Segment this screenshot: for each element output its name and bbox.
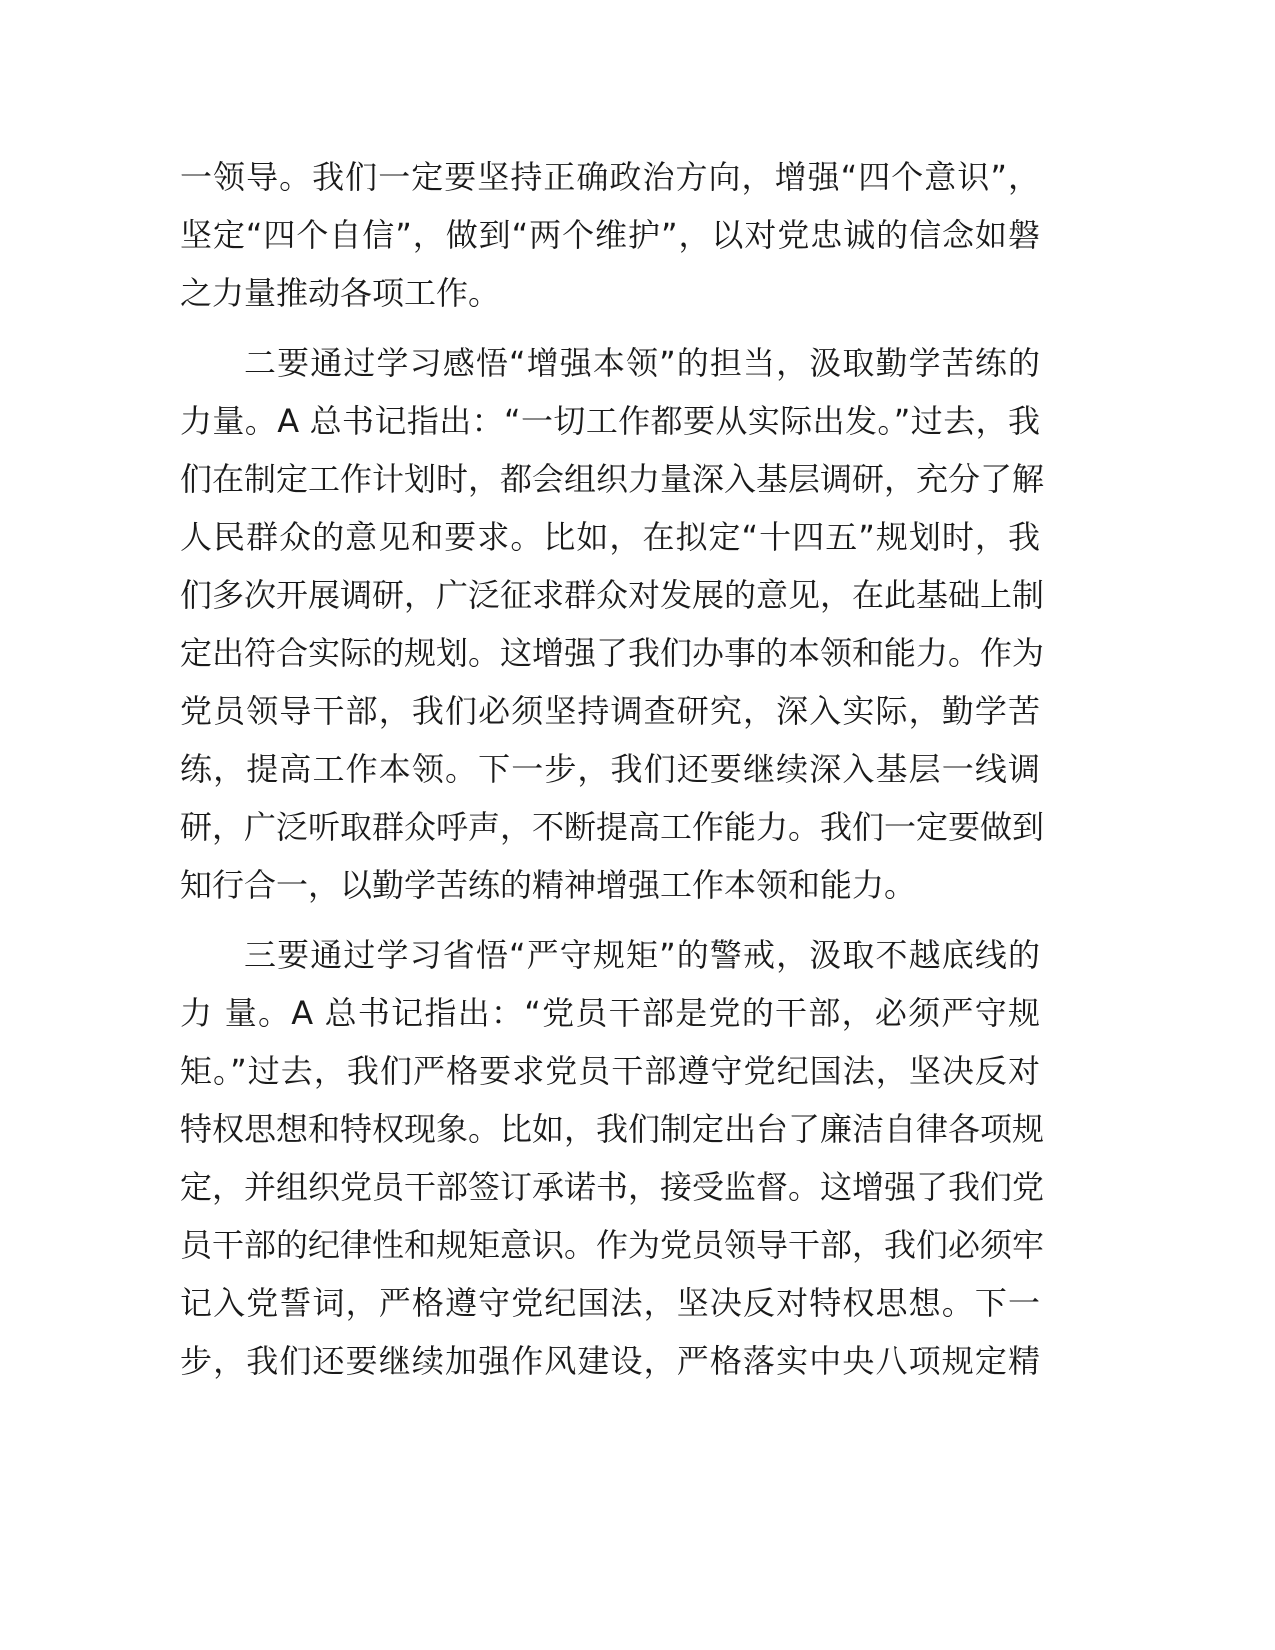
text-line: 知行合一，以勤学苦练的精神增强工作本领和能力。 <box>180 866 917 904</box>
text-line: 二要通过学习感悟“增强本领”的担当，汲取勤学苦练的 <box>244 344 1040 382</box>
text-line: 员干部的纪律性和规矩意识。作为党员领导干部，我们必须牢 <box>180 1226 1045 1264</box>
text-line: 练，提高工作本领。下一步，我们还要继续深入基层一线调 <box>180 750 1040 788</box>
paragraph-1 <box>180 148 1040 322</box>
text-line: 们多次开展调研，广泛征求群众对发展的意见，在此基础上制 <box>180 576 1045 614</box>
text-line: 一领导。我们一定要坚持正确政治方向，增强“四个意识”， <box>180 158 1040 196</box>
text-line: 之力量推动各项工作。 <box>180 274 501 312</box>
text-line: 定出符合实际的规划。这增强了我们办事的本领和能力。作为 <box>180 634 1045 672</box>
paragraph-spacer <box>180 914 1040 926</box>
text-line: 定，并组织党员干部签订承诺书，接受监督。这增强了我们党 <box>180 1168 1045 1206</box>
text-line: 研，广泛听取群众呼声，不断提高工作能力。我们一定要做到 <box>180 808 1045 846</box>
text-line: 三要通过学习省悟“严守规矩”的警戒，汲取不越底线的 <box>244 936 1040 974</box>
text-line: 特权思想和特权现象。比如，我们制定出台了廉洁自律各项规 <box>180 1110 1045 1148</box>
paragraph-3 <box>180 926 1045 1390</box>
text-line: 人民群众的意见和要求。比如，在拟定“十四五”规划时，我 <box>180 518 1040 556</box>
paragraph-spacer <box>180 322 1040 334</box>
document-body <box>180 148 1045 1390</box>
text-line: 力 量。A 总书记指出：“党员干部是党的干部，必须严守规 <box>180 994 1040 1032</box>
text-line: 党员领导干部，我们必须坚持调查研究，深入实际，勤学苦 <box>180 692 1040 730</box>
text-line: 力量。A 总书记指出：“一切工作都要从实际出发。”过去，我 <box>180 402 1040 440</box>
text-line: 记入党誓词，严格遵守党纪国法，坚决反对特权思想。下一 <box>180 1284 1040 1322</box>
paragraph-2 <box>180 334 1045 914</box>
text-line: 步，我们还要继续加强作风建设，严格落实中央八项规定精 <box>180 1342 1040 1380</box>
text-line: 们在制定工作计划时，都会组织力量深入基层调研，充分了解 <box>180 460 1045 498</box>
text-line: 矩。”过去，我们严格要求党员干部遵守党纪国法，坚决反对 <box>180 1052 1040 1090</box>
text-line: 坚定“四个自信”，做到“两个维护”，以对党忠诚的信念如磐 <box>180 216 1040 254</box>
